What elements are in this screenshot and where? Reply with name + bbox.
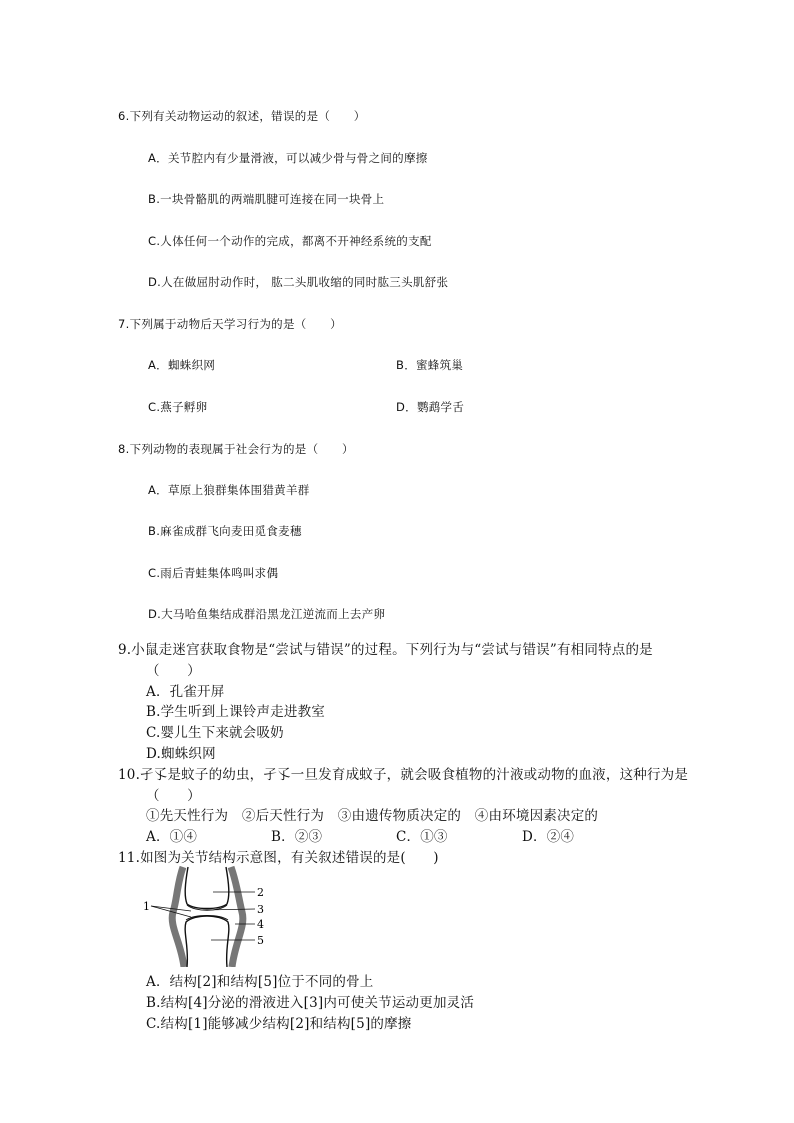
q9-option-b: B.学生听到上课铃声走进教室	[146, 704, 326, 720]
joint-capsule-left	[172, 867, 184, 967]
q11-option-a: A．结构[2]和结构[5]位于不同的骨上	[146, 974, 374, 990]
q8-option-c: C.雨后青蛙集体鸣叫求偶	[148, 566, 279, 580]
q6-option-b: B.一块骨骼肌的两端肌腱可连接在同一块骨上	[148, 192, 385, 206]
q11-stem: 11.如图为关节结构示意图，有关叙述错误的是( )	[118, 850, 439, 866]
figure-label-5: 5	[257, 934, 264, 947]
q10-option-b: B．②③	[271, 829, 323, 845]
joint-capsule-right	[231, 867, 243, 967]
q9-option-d: D.蜘蛛织网	[146, 746, 216, 762]
q10-option-d: D．②④	[522, 829, 575, 845]
q10-option-c: C．①③	[396, 829, 448, 845]
q7-option-c: C.燕子孵卵	[148, 400, 208, 414]
figure-label-2: 2	[257, 886, 264, 899]
q6-option-d: D.人在做屈肘动作时， 肱二头肌收缩的同时肱三头肌舒张	[148, 275, 449, 289]
q8-option-d: D.大马哈鱼集结成群沿黑龙江逆流而上去产卵	[148, 607, 386, 621]
q6-stem: 6.下列有关动物运动的叙述，错误的是（ ）	[118, 109, 366, 123]
figure-label-4: 4	[257, 918, 264, 931]
q6-option-a: A．关节腔内有少量滑液，可以减少骨与骨之间的摩擦	[148, 151, 428, 165]
q9-option-c: C.婴儿生下来就会吸奶	[146, 725, 284, 741]
upper-bone	[185, 867, 229, 909]
q11-option-c: C.结构[1]能够减少结构[2]和结构[5]的摩擦	[146, 1016, 412, 1032]
q8-stem: 8.下列动物的表现属于社会行为的是（ ）	[118, 442, 354, 456]
q9-stem: 9.小鼠走迷宫获取食物是“尝试与错误”的过程。下列行为与“尝试与错误”有相同特点的是	[118, 642, 653, 658]
q7-stem: 7.下列属于动物后天学习行为的是（ ）	[118, 317, 342, 331]
q7-option-b: B．蜜蜂筑巢	[396, 358, 464, 372]
q10-answer-paren: （ ）	[146, 788, 201, 804]
figure-label-1: 1	[143, 900, 150, 913]
q9-option-a: A．孔雀开屏	[146, 684, 225, 700]
q11-option-b: B.结构[4]分泌的滑液进入[3]内可使关节运动更加灵活	[146, 995, 475, 1011]
q7-option-a: A．蜘蛛织网	[148, 358, 216, 372]
q10-option-a: A．①④	[146, 829, 198, 845]
q10-statements: ①先天性行为 ②后天性行为 ③由遗传物质决定的 ④由环境因素决定的	[146, 808, 599, 824]
q6-option-c: C.人体任何一个动作的完成，都离不开神经系统的支配	[148, 234, 432, 248]
lower-bone	[185, 916, 229, 967]
q7-option-d: D．鹦鹉学舌	[396, 400, 465, 414]
q9-answer-paren: （ ）	[146, 663, 201, 679]
q10-stem: 10.孑孓是蚊子的幼虫，孑孓一旦发育成蚊子，就会吸食植物的汁液或动物的血液，这种行为是	[118, 767, 689, 783]
q8-option-a: A．草原上狼群集体围猎黄羊群	[148, 483, 310, 497]
q8-option-b: B.麻雀成群飞向麦田觅食麦穗	[148, 524, 302, 538]
joint-structure-diagram	[143, 864, 273, 967]
figure-label-3: 3	[257, 903, 264, 916]
